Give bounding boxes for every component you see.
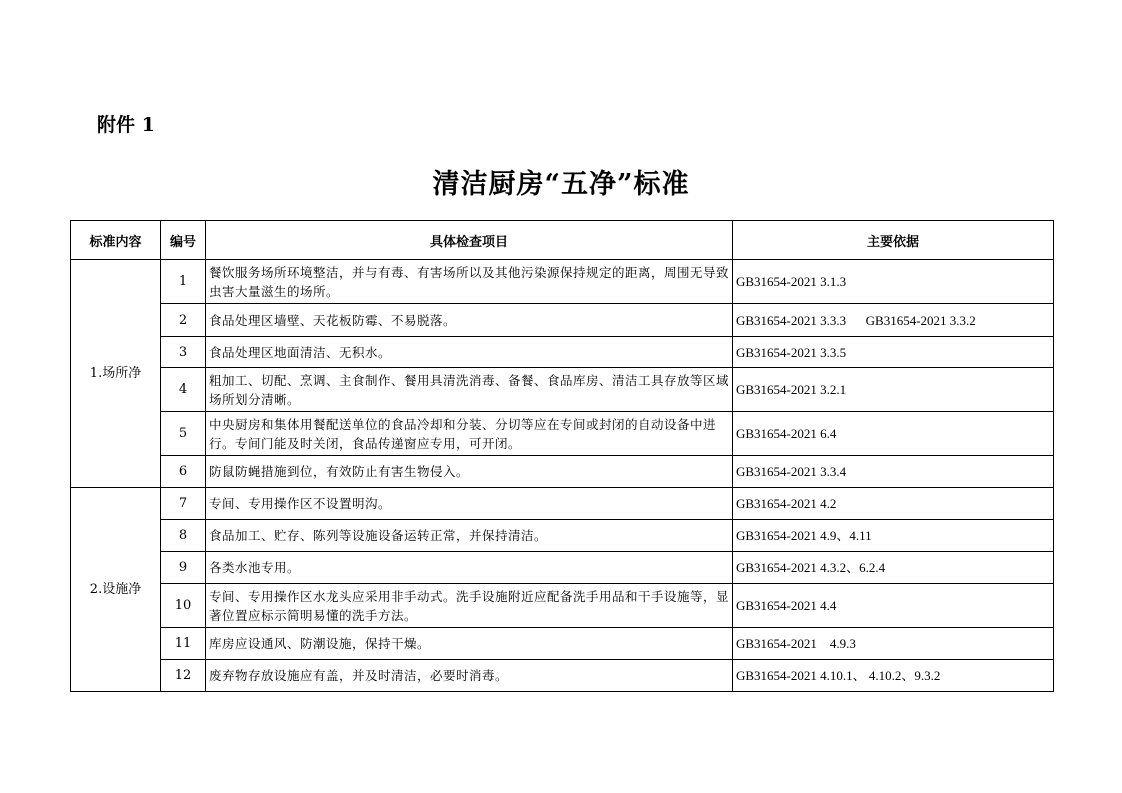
- item-cell: 库房应设通风、防潮设施，保持干燥。: [206, 628, 733, 660]
- number-cell: 8: [161, 520, 206, 552]
- basis-cell: GB31654-2021 3.3.4: [733, 456, 1054, 488]
- number-cell: 2: [161, 304, 206, 337]
- basis-cell: GB31654-2021 6.4: [733, 412, 1054, 456]
- item-cell: 专间、专用操作区不设置明沟。: [206, 488, 733, 520]
- standards-table: [70, 220, 1054, 692]
- table-row: [71, 660, 1054, 692]
- number-cell: 1: [161, 260, 206, 304]
- table-row: [71, 412, 1054, 456]
- table-row: [71, 260, 1054, 304]
- page-title: 清洁厨房“五净”标准: [432, 169, 690, 200]
- basis-cell: GB31654-2021 4.4: [733, 584, 1054, 628]
- basis-cell: GB31654-2021 4.9、4.11: [733, 520, 1054, 552]
- item-cell: 中央厨房和集体用餐配送单位的食品冷却和分装、分切等应在专间或封闭的自动设备中进行。专间门能及时关闭，食品传递窗应专用，可开闭。: [206, 412, 733, 456]
- header-category: 标准内容: [71, 221, 161, 260]
- table-row: [71, 628, 1054, 660]
- number-cell: 5: [161, 412, 206, 456]
- number-cell: 7: [161, 488, 206, 520]
- header-basis: 主要依据: [733, 221, 1054, 260]
- number-cell: 9: [161, 552, 206, 584]
- basis-cell: GB31654-2021 4.9.3: [733, 628, 1054, 660]
- item-cell: 专间、专用操作区水龙头应采用非手动式。洗手设施附近应配备洗手用品和干手设施等，显著位置应标示简明易懂的洗手方法。: [206, 584, 733, 628]
- table-row: [71, 552, 1054, 584]
- category-cell: 2.设施净: [71, 488, 161, 692]
- item-cell: 食品处理区地面清洁、无积水。: [206, 337, 733, 368]
- number-cell: 11: [161, 628, 206, 660]
- header-number: 编号: [161, 221, 206, 260]
- table-header-row: [71, 221, 1054, 260]
- number-cell: 12: [161, 660, 206, 692]
- item-cell: 餐饮服务场所环境整洁，并与有毒、有害场所以及其他污染源保持规定的距离，周围无导致虫害大量滋生的场所。: [206, 260, 733, 304]
- attachment-label: 附件 1: [97, 114, 155, 136]
- basis-cell: GB31654-2021 4.10.1、 4.10.2、9.3.2: [733, 660, 1054, 692]
- item-cell: 各类水池专用。: [206, 552, 733, 584]
- number-cell: 3: [161, 337, 206, 368]
- basis-cell: GB31654-2021 3.1.3: [733, 260, 1054, 304]
- table-row: [71, 456, 1054, 488]
- basis-cell: GB31654-2021 4.3.2、6.2.4: [733, 552, 1054, 584]
- item-cell: 粗加工、切配、烹调、主食制作、餐用具清洗消毒、备餐、食品库房、清洁工具存放等区域场所划分清晰。: [206, 368, 733, 412]
- table-row: [71, 520, 1054, 552]
- table-row: [71, 368, 1054, 412]
- basis-cell: GB31654-2021 3.2.1: [733, 368, 1054, 412]
- item-cell: 防鼠防蝇措施到位，有效防止有害生物侵入。: [206, 456, 733, 488]
- number-cell: 4: [161, 368, 206, 412]
- basis-cell: GB31654-2021 3.3.3 GB31654-2021 3.3.2: [733, 304, 1054, 337]
- number-cell: 10: [161, 584, 206, 628]
- basis-cell: GB31654-2021 4.2: [733, 488, 1054, 520]
- table-row: [71, 488, 1054, 520]
- item-cell: 废弃物存放设施应有盖，并及时清洁，必要时消毒。: [206, 660, 733, 692]
- basis-cell: GB31654-2021 3.3.5: [733, 337, 1054, 368]
- item-cell: 食品加工、贮存、陈列等设施设备运转正常，并保持清洁。: [206, 520, 733, 552]
- category-cell: 1.场所净: [71, 260, 161, 488]
- item-cell: 食品处理区墙壁、天花板防霉、不易脱落。: [206, 304, 733, 337]
- header-item: 具体检查项目: [206, 221, 733, 260]
- table-row: [71, 337, 1054, 368]
- table-row: [71, 304, 1054, 337]
- table-row: [71, 584, 1054, 628]
- table-body: [71, 260, 1054, 692]
- number-cell: 6: [161, 456, 206, 488]
